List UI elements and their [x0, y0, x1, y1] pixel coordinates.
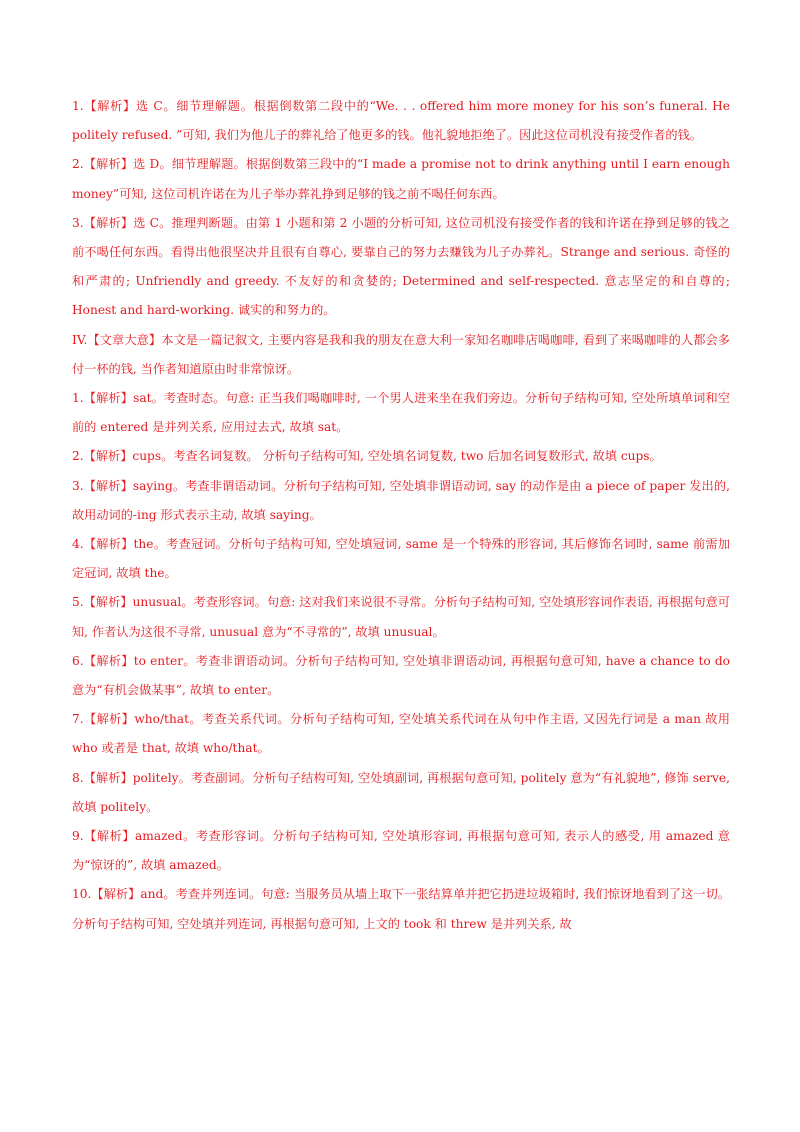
- paragraph-blank-7: 7.【解析】who/that。考查关系代词。分析句子结构可知, 空处填关系代词在从句中作主语, 又因先行词是 a man 故用 who 或者是 that, 故填 who/that。: [72, 712, 730, 756]
- paragraph-blank-2: 2.【解析】cups。考查名词复数。 分析句子结构可知, 空处填名词复数, two 后加名词复数形式, 故填 cups。: [72, 449, 662, 464]
- paragraph-blank-9: 9.【解析】amazed。考查形容词。分析句子结构可知, 空处填形容词, 再根据句意可知, 表示人的感受, 用 amazed 意为“惊讶的”, 故填 amazed。: [72, 829, 730, 873]
- paragraph-blank-8: 8.【解析】politely。考查副词。分析句子结构可知, 空处填副词, 再根据句意可知, politely 意为“有礼貌地”, 修饰 serve, 故填 politely。: [72, 770, 730, 814]
- paragraph-blank-4: 4.【解析】the。考查冠词。分析句子结构可知, 空处填冠词, same 是一个特殊的形容词, 其后修饰名词时, same 前需加定冠词, 故填 the。: [72, 537, 730, 581]
- paragraph-q1-explanation: 1.【解析】选 C。细节理解题。根据倒数第二段中的“We. . . offered him more money for his son’s funeral. He politely refused. ”可知, 我们为他儿子的葬礼给了他更多的钱。他礼貌地拒绝了。因此这位司机没有接受作者的钱。: [72, 99, 730, 143]
- paragraph-blank-3: 3.【解析】saying。考查非谓语动词。分析句子结构可知, 空处填非谓语动词, say 的动作是由 a piece of paper 发出的, 故用动词的-ing 形式表示主动, 故填 saying。: [72, 478, 730, 522]
- paragraph-blank-5: 5.【解析】unusual。考查形容词。句意: 这对我们来说很不寻常。分析句子结构可知, 空处填形容词作表语, 再根据句意可知, 作者认为这很不寻常, unusual 意为“不寻常的”, 故填 unusual。: [72, 595, 730, 639]
- paragraph-q3-explanation: 3.【解析】选 C。推理判断题。由第 1 小题和第 2 小题的分析可知, 这位司机没有接受作者的钱和许诺在挣到足够的钱之前不喝任何东西。看得出他很坚决并且很有自尊心, 要靠自己的努力去赚钱为儿子办葬礼。Strange and serious. 奇怪的和严肃的; Unfriendly and greedy. 不友好的和贪婪的; Determined and self-respected. 意志坚定的和自尊的; Honest and hard-working. 诚实的和努力的。: [72, 215, 730, 318]
- paragraph-blank-6: 6.【解析】to enter。考查非谓语动词。分析句子结构可知, 空处填非谓语动词, 再根据句意可知, have a chance to do 意为“有机会做某事”, 故填 to enter。: [72, 653, 730, 698]
- paragraph-q2-explanation: 2.【解析】选 D。细节理解题。根据倒数第三段中的“I made a promise not to drink anything until I earn enough money”可知, 这位司机许诺在为儿子举办葬礼挣到足够的钱之前不喝任何东西。: [72, 157, 730, 201]
- paragraph-section-iv-summary: IV.【文章大意】本文是一篇记叙文, 主要内容是我和我的朋友在意大利一家知名咖啡店喝咖啡, 看到了来喝咖啡的人都会多付一杯的钱, 当作者知道原由时非常惊讶。: [72, 332, 730, 376]
- paragraph-blank-10: 10.【解析】and。考查并列连词。句意: 当服务员从墙上取下一张结算单并把它扔进垃圾箱时, 我们惊讶地看到了这一切。分析句子结构可知, 空处填并列连词, 再根据句意可知, 上文的 took 和 threw 是并列关系, 故: [72, 887, 730, 931]
- paragraph-blank-1: 1.【解析】sat。考查时态。句意: 正当我们喝咖啡时, 一个男人进来坐在我们旁边。分析句子结构可知, 空处所填单词和空前的 entered 是并列关系, 应用过去式, 故填 sat。: [72, 391, 730, 435]
- answer-explanations: [72, 92, 730, 939]
